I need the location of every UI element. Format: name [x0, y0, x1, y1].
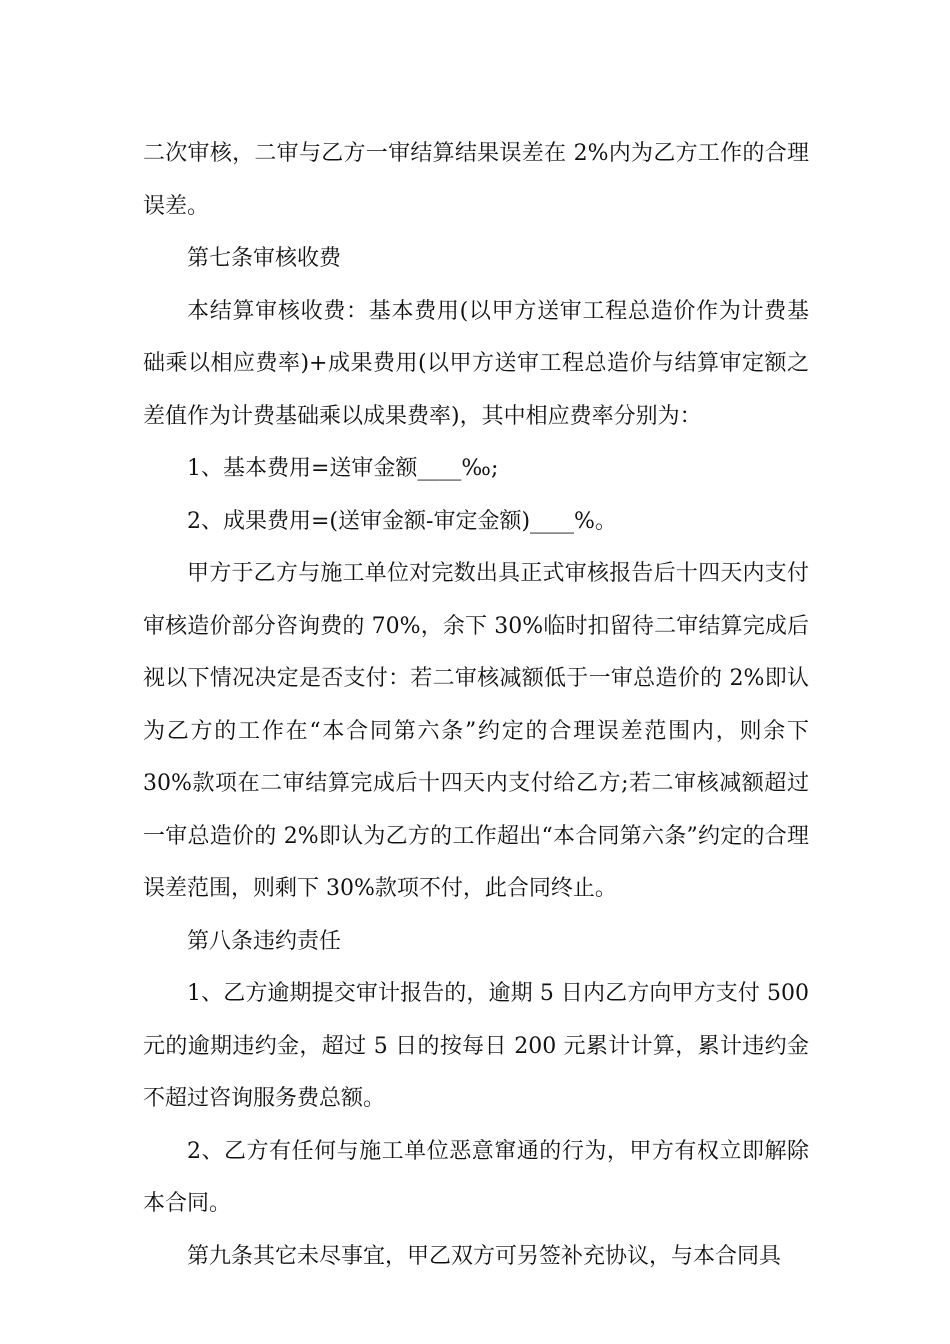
- paragraph-continuation: 二次审核，二审与乙方一审结算结果误差在 2%内为乙方工作的合理误差。: [143, 141, 809, 219]
- section-heading-article-8: 第八条违约责任: [187, 928, 342, 954]
- paragraph-article-9: 第九条其它未尽事宜，甲乙双方可另签补充协议，与本合同具: [187, 1243, 782, 1269]
- section-heading-article-7: 第七条审核收费: [187, 246, 342, 271]
- list-item-late-penalty: 1、乙方逾期提交审计报告的，逾期 5 日内乙方向甲方支付 500 元的逾期违约金，超过 5 日的按每日 200 元累计计算，累计违约金不超过咨询服务费总额。: [143, 981, 809, 1111]
- list-item-basic-fee: 1、基本费用=送审金额____‰;: [187, 456, 499, 481]
- document-body: [143, 128, 809, 1283]
- list-item-collusion: 2、乙方有任何与施工单位恶意窜通的行为，甲方有权立即解除本合同。: [143, 1138, 809, 1216]
- paragraph-payment-terms: 甲方于乙方与施工单位对完数出具正式审核报告后十四天内支付审核造价部分咨询费的 70%，余下 30%临时扣留待二审结算完成后视以下情况决定是否支付：若二审核减额低于一审总造价的 2%即认为乙方的工作在“本合同第六条”约定的合理误差范围内，则余下 30%款项在二审结算完成后十四天内支付给乙方;若二审核减额超过一审总造价的 2%即认为乙方的工作超出“本合同第六条”约定的合理误差范围，则剩下 30%款项不付，此合同终止。: [143, 561, 809, 901]
- paragraph-fee-basis: 本结算审核收费：基本费用(以甲方送审工程总造价作为计费基础乘以相应费率)+成果费用(以甲方送审工程总造价与结算审定额之差值作为计费基础乘以成果费率)，其中相应费率分别为：: [143, 298, 809, 429]
- list-item-result-fee: 2、成果费用=(送审金额-审定金额)____%。: [187, 508, 617, 534]
